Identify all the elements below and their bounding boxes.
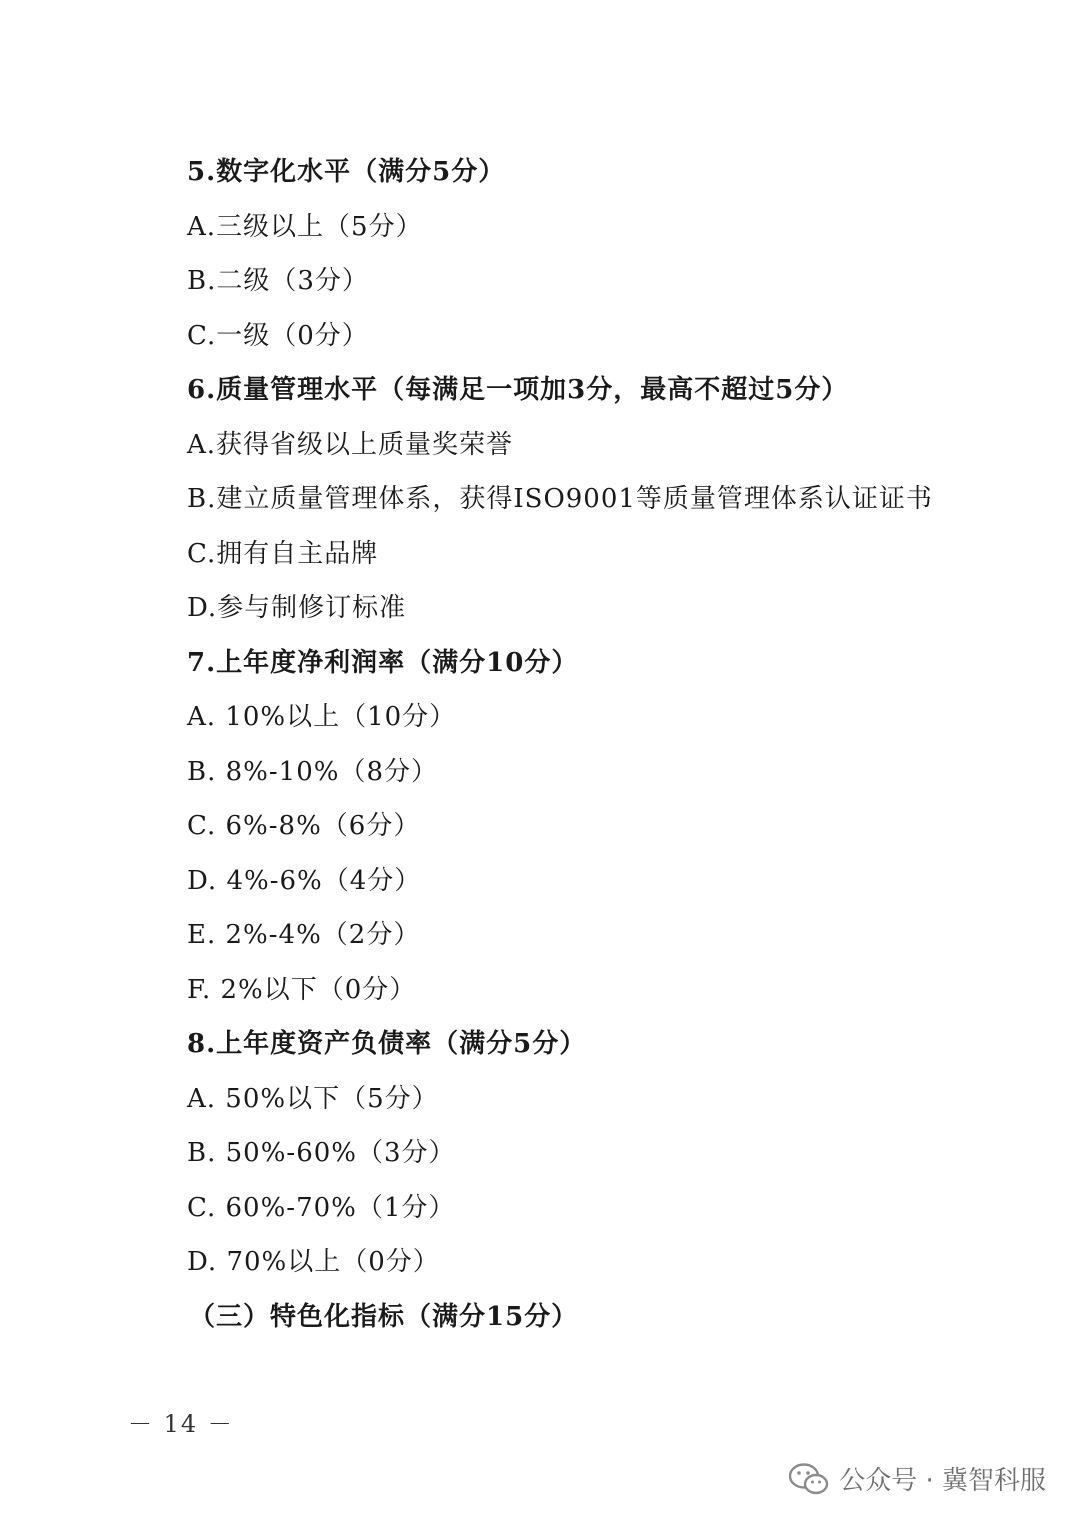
option-line: A.获得省级以上质量奖荣誉 xyxy=(187,429,514,460)
document-content xyxy=(187,145,1007,1344)
option-line: D. 70%以上（0分） xyxy=(187,1247,440,1277)
option-line: D.参与制修订标准 xyxy=(187,593,407,623)
subsection-characteristic-indicators: （三）特色化指标（满分15分） xyxy=(189,1301,579,1332)
option-line: B.二级（3分） xyxy=(187,266,369,296)
watermark-text: 公众号 · 冀智科服 xyxy=(839,1466,1046,1496)
option-line: A. 10%以上（10分） xyxy=(187,702,457,732)
option-line: B. 8%-10%（8分） xyxy=(187,756,438,787)
option-line: C.拥有自主品牌 xyxy=(187,538,379,569)
option-line: B. 50%-60%（3分） xyxy=(187,1138,456,1168)
option-line: D. 4%-6%（4分） xyxy=(187,865,422,896)
heading-digitalization: 5.数字化水平（满分5分） xyxy=(187,157,506,187)
page-number: － 14 － xyxy=(128,1410,234,1438)
heading-quality-management: 6.质量管理水平（每满足一项加3分，最高不超过5分） xyxy=(187,375,849,405)
option-line: B.建立质量管理体系，获得ISO9001等质量管理体系认证证书 xyxy=(187,484,933,514)
heading-net-profit-rate: 7.上年度净利润率（满分10分） xyxy=(187,647,579,678)
option-line: A.三级以上（5分） xyxy=(187,211,423,242)
heading-asset-liability-ratio: 8.上年度资产负债率（满分5分） xyxy=(187,1029,587,1059)
watermark xyxy=(789,1460,1046,1497)
option-line: C.一级（0分） xyxy=(187,320,369,351)
option-line: F. 2%以下（0分） xyxy=(187,974,417,1005)
option-line: C. 6%-8%（6分） xyxy=(187,811,421,841)
option-line: E. 2%-4%（2分） xyxy=(187,920,421,950)
wechat-icon xyxy=(789,1462,829,1496)
option-line: A. 50%以下（5分） xyxy=(187,1083,439,1114)
option-line: C. 60%-70%（1分） xyxy=(187,1192,456,1223)
